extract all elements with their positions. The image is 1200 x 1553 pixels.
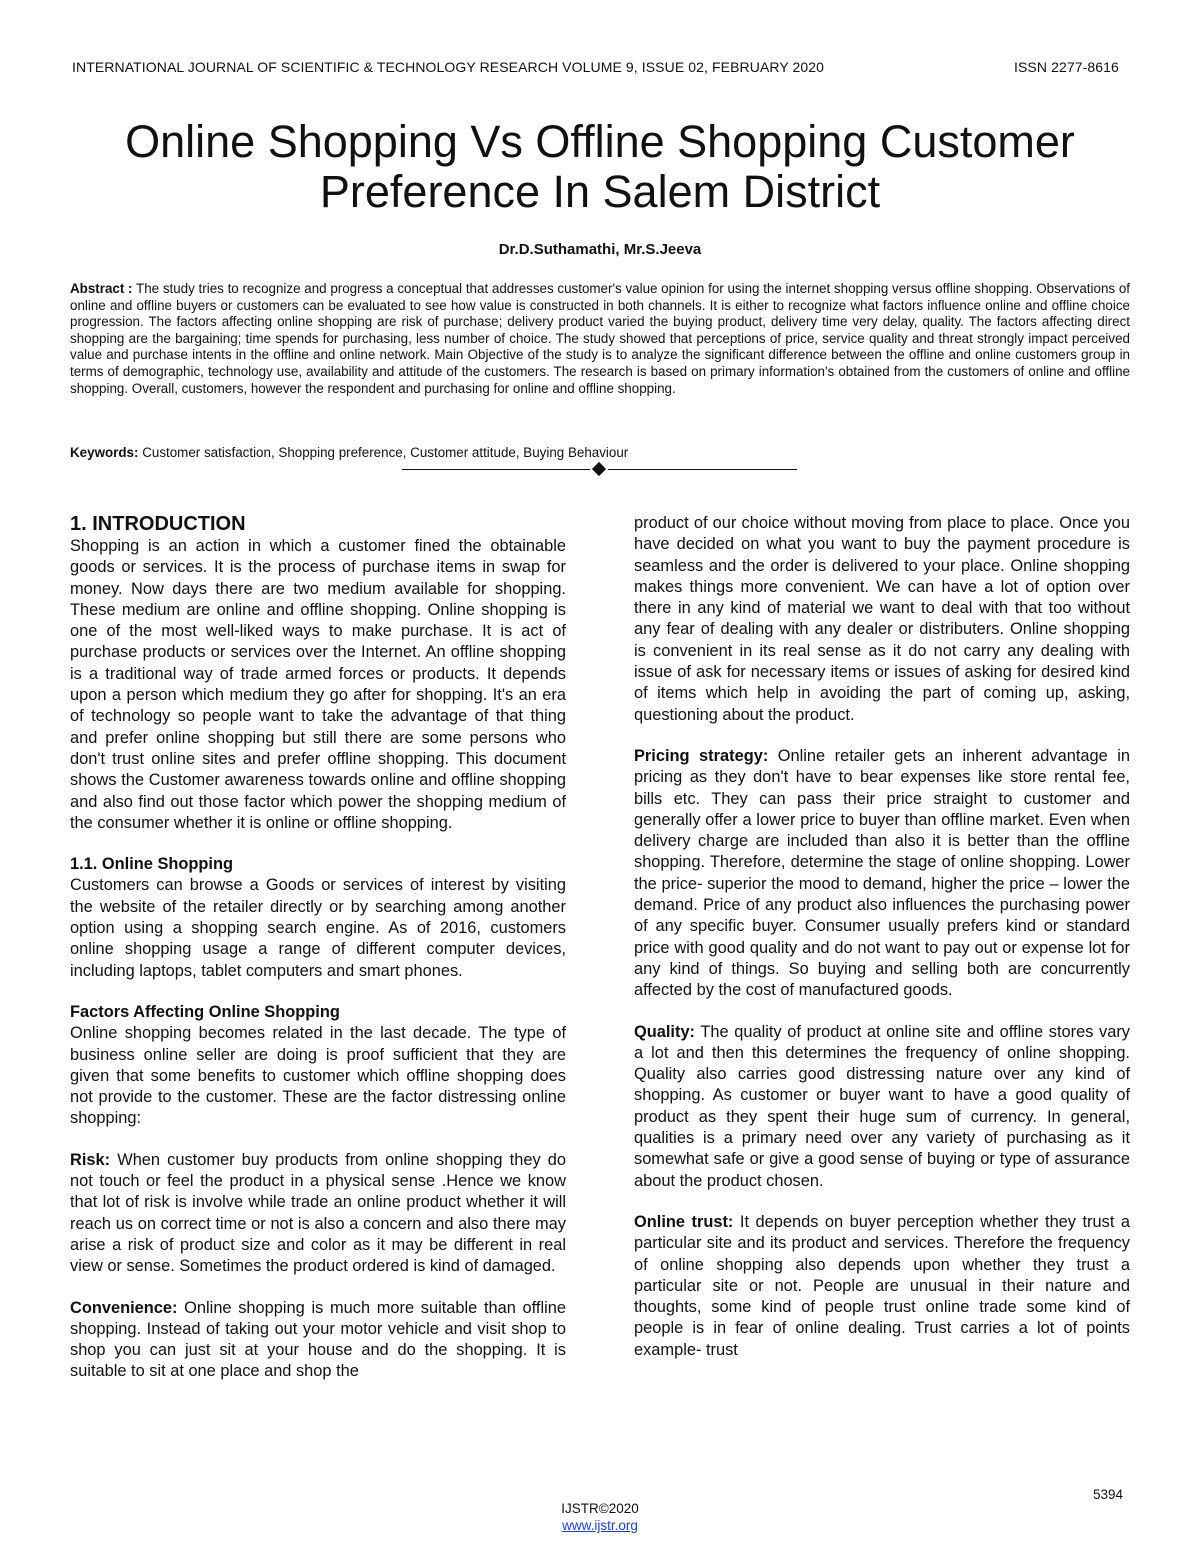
convenience-text: Online shopping is much more suitable than offline shopping. Instead of taking out your motor vehicle and visit shop to shop you can just sit at your house and do the shopping. It is suitable to sit at one place and shop the xyxy=(70,1298,566,1381)
factors-text: Online shopping becomes related in the last decade. The type of business online seller are doing is proof sufficient that they are given that some benefits to customer which offline shopping does not provide to the customer. These are the factor distressing online shopping: xyxy=(70,1024,566,1128)
footer-website-link[interactable]: www.ijstr.org xyxy=(562,1518,638,1533)
page-number: 5394 xyxy=(1093,1487,1124,1502)
paper-title-line-1: Online Shopping Vs Offline Shopping Customer xyxy=(125,116,1075,167)
trust-paragraph xyxy=(634,1212,1130,1361)
trust-text: It depends on buyer perception whether they trust a particular site and its product and services. Therefore the frequency of online shopping also depends upon whether they trust a particular site or not. People are unusual in their nature and thoughts, some kind of people trust online trade some kind of people is in fear of online dealing. Trust carries a lot of points example- trust xyxy=(634,1212,1130,1359)
abstract xyxy=(70,281,1130,397)
online-shopping-heading: 1.1. Online Shopping xyxy=(70,855,234,874)
introduction-heading: 1. INTRODUCTION xyxy=(70,513,246,535)
authors: Dr.D.Suthamathi, Mr.S.Jeeva xyxy=(498,241,702,258)
pricing-text: Online retailer gets an inherent advantage in pricing as they don't have to bear expenses like store rental fee, bills etc. They can pass their price straight to customer and generally offer a lower price to buyer than offline market. Even when delivery charge are included than also it is better than the offline shopping. Therefore, determine the stage of online shopping. Lower the price- superior the mood to demand, higher the price – lower the demand. Price of any product also influences the purchasing power of any specific buyer. Consumer usually prefers kind or standard price with good quality and do not want to pay out or expense lot for any kind of things. So buying and selling both are concurrently affected by the cost of manufactured goods. xyxy=(634,746,1130,1000)
divider-diamond-icon xyxy=(592,462,606,476)
quality-label: Quality: xyxy=(634,1022,696,1041)
divider-line-right xyxy=(608,469,797,470)
risk-label: Risk: xyxy=(70,1150,111,1169)
risk-paragraph xyxy=(70,1150,566,1278)
running-head-issn: ISSN 2277-8616 xyxy=(1014,59,1119,75)
convenience-paragraph xyxy=(70,1298,566,1383)
abstract-label: Abstract : xyxy=(70,281,133,296)
pricing-label: Pricing strategy: xyxy=(634,746,769,765)
convenience-label: Convenience: xyxy=(70,1298,178,1317)
right-column xyxy=(634,513,1130,1361)
keywords-label: Keywords: xyxy=(70,445,139,460)
footer-copyright: IJSTR©2020 xyxy=(561,1501,639,1516)
quality-text: The quality of product at online site and offline stores vary a lot and then this determines the frequency of online shopping. Quality also carries good distressing nature over any kind of shopping. As customer or buyer want to have a good quality of product as they spent their huge sum of currency. In general, qualities is a primary need over any variety of purchasing as it somewhat safe or give a good sense of buying or type of assurance about the product chosen. xyxy=(634,1022,1130,1190)
paper-title xyxy=(0,117,1200,217)
trust-label: Online trust: xyxy=(634,1212,734,1231)
introduction-text: Shopping is an action in which a customer fined the obtainable goods or services. It is the process of purchase items in swap for money. Now days there are two medium available for shopping. These medium are online and offline shopping. Online shopping is one of the most well-liked ways to make purchase. It is act of purchase products or services over the Internet. An offline shopping is a traditional way of trade armed forces or products. It depends upon a person which medium they go after for shopping. It's an era of technology so people want to take the advantage of that thing and prefer online shopping but still there are some persons who don't trust online sites and prefer offline shopping. This document shows the Customer awareness towards online and offline shopping and also find out those factor which power the shopping medium of the consumer whether it is online or offline shopping. xyxy=(70,537,566,832)
keywords xyxy=(70,445,1130,460)
divider-line-left xyxy=(402,469,590,470)
quality-paragraph xyxy=(634,1022,1130,1192)
pricing-paragraph xyxy=(634,746,1130,1002)
section-divider xyxy=(402,463,797,477)
paper-title-line-2: Preference In Salem District xyxy=(319,166,881,217)
factors-heading: Factors Affecting Online Shopping xyxy=(70,1002,340,1021)
abstract-text: The study tries to recognize and progress a conceptual that addresses customer's value opinion for using the internet shopping versus offline shopping. Observations of online and offline buyers or customers can be evaluated to see how value is constructed in both channels. It is either to recognize what factors influence online and offline choice progression. The factors affecting online shopping are risk of purchase; delivery product varied the buying product, delivery time very delay, quality. The factors affecting direct shopping are the bargaining; time spends for purchasing, less number of choice. The study showed that perceptions of price, service quality and threat strongly impact perceived value and purchase intents in the offline and online network. Main Objective of the study is to analyze the significant difference between the offline and online customers group in terms of demographic, technology use, availability and attitude of the customers. The research is based on primary information's obtained from the customers of online and offline shopping. Overall, customers, however the respondent and purchasing for online and offline shopping. xyxy=(70,281,1130,396)
left-column xyxy=(70,512,566,1383)
footer xyxy=(0,1500,1200,1534)
running-head-journal: INTERNATIONAL JOURNAL OF SCIENTIFIC & TECHNOLOGY RESEARCH VOLUME 9, ISSUE 02, FEBRUARY 2020 xyxy=(72,59,825,75)
convenience-continued-text: product of our choice without moving from place to place. Once you have decided on what you want to buy the payment procedure is seamless and the order is delivered to your place. Online shopping makes things more convenient. We can have a lot of option over there in any kind of material we want to deal with that too without any fear of dealing with any dealer or distributers. Online shopping is convenient in its real sense as it do not carry any dealing with issue of ask for necessary items or issues of asking for desired kind of items which help in avoiding the part of coming up, asking, questioning about the product. xyxy=(634,514,1130,724)
risk-text: When customer buy products from online shopping they do not touch or feel the product in a physical sense .Hence we know that lot of risk is involve while trade an online product whether it will reach us on correct time or not is also a concern and also there may arise a risk of product size and color as it may be different in real view or sense. Sometimes the product ordered is kind of damaged. xyxy=(70,1150,566,1276)
online-shopping-text: Customers can browse a Goods or services of interest by visiting the website of the retailer directly or by searching among another option using a shopping search engine. As of 2016, customers online shopping usage a range of different computer devices, including laptops, tablet computers and smart phones. xyxy=(70,876,566,980)
keywords-text: Customer satisfaction, Shopping preference, Customer attitude, Buying Behaviour xyxy=(142,445,629,460)
